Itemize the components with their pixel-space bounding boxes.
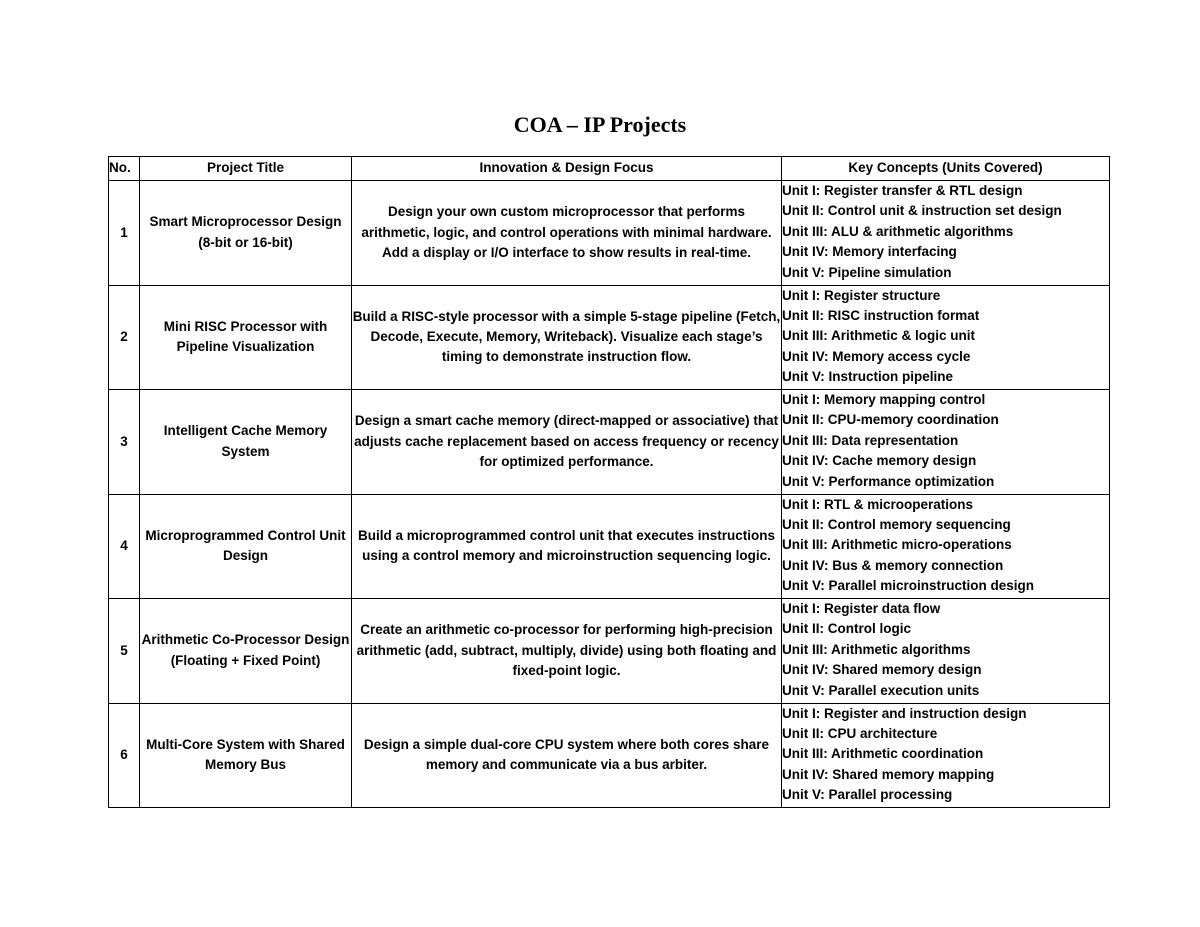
project-title: Microprogrammed Control Unit Design (140, 494, 352, 599)
row-number: 1 (109, 181, 140, 286)
table-row (109, 494, 1110, 599)
project-title: Arithmetic Co-Processor Design (Floating + Fixed Point) (140, 599, 352, 704)
header-no: No. (109, 157, 140, 181)
design-focus: Build a microprogrammed control unit that executes instructions using a control memory and microinstruction sequencing logic. (352, 494, 782, 599)
table-row (109, 703, 1110, 808)
unit-line: Unit I: Memory mapping control (782, 392, 986, 407)
unit-line: Unit II: RISC instruction format (782, 307, 980, 323)
unit-line: Unit V: Parallel microinstruction design (782, 578, 1035, 594)
row-number: 3 (109, 390, 140, 495)
unit-line: Unit I: Register transfer & RTL design (782, 183, 1023, 198)
unit-line: Unit II: CPU architecture (782, 725, 938, 741)
design-focus: Design a smart cache memory (direct-mapped or associative) that adjusts cache replacement based on access frequency or recency for optimized performance. (352, 390, 782, 495)
unit-line: Unit IV: Memory access cycle (782, 348, 971, 364)
unit-line: Unit V: Parallel execution units (782, 682, 980, 698)
table-row (109, 390, 1110, 495)
key-concepts (782, 181, 1110, 286)
design-focus: Build a RISC-style processor with a simple 5-stage pipeline (Fetch, Decode, Execute, Memory, Writeback). Visualize each stage’s timing to demonstrate instruction flow. (352, 285, 782, 390)
unit-line: Unit V: Performance optimization (782, 473, 995, 489)
unit-line: Unit III: Arithmetic algorithms (782, 641, 971, 657)
unit-line: Unit III: ALU & arithmetic algorithms (782, 223, 1014, 239)
unit-line: Unit I: Register data flow (782, 601, 941, 616)
unit-line: Unit III: Data representation (782, 432, 959, 448)
unit-line: Unit IV: Shared memory mapping (782, 766, 995, 782)
unit-line: Unit V: Instruction pipeline (782, 369, 954, 385)
project-title: Multi-Core System with Shared Memory Bus (140, 703, 352, 808)
unit-line: Unit II: Control memory sequencing (782, 516, 1011, 532)
unit-line: Unit III: Arithmetic coordination (782, 746, 984, 762)
table-row (109, 285, 1110, 390)
project-title: Mini RISC Processor with Pipeline Visualization (140, 285, 352, 390)
key-concepts (782, 599, 1110, 704)
unit-line: Unit IV: Bus & memory connection (782, 557, 1004, 573)
header-project-title: Project Title (140, 157, 352, 181)
project-title: Smart Microprocessor Design (8-bit or 16-bit) (140, 181, 352, 286)
projects-table (108, 156, 1110, 808)
design-focus: Design a simple dual-core CPU system where both cores share memory and communicate via a bus arbiter. (352, 703, 782, 808)
row-number: 6 (109, 703, 140, 808)
table-row (109, 181, 1110, 286)
header-key-concepts: Key Concepts (Units Covered) (782, 157, 1110, 181)
project-title: Intelligent Cache Memory System (140, 390, 352, 495)
row-number: 5 (109, 599, 140, 704)
page-title: COA – IP Projects (513, 112, 687, 137)
key-concepts (782, 703, 1110, 808)
key-concepts (782, 285, 1110, 390)
row-number: 2 (109, 285, 140, 390)
unit-line: Unit IV: Cache memory design (782, 453, 977, 469)
key-concepts (782, 390, 1110, 495)
unit-line: Unit I: Register and instruction design (782, 705, 1027, 721)
unit-line: Unit V: Pipeline simulation (782, 264, 952, 280)
unit-line: Unit IV: Memory interfacing (782, 244, 957, 260)
header-design-focus: Innovation & Design Focus (352, 157, 782, 181)
unit-line: Unit II: CPU-memory coordination (782, 412, 999, 428)
unit-line: Unit I: RTL & microoperations (782, 496, 974, 512)
unit-line: Unit V: Parallel processing (782, 787, 953, 803)
design-focus: Create an arithmetic co-processor for performing high-precision arithmetic (add, subtract, multiply, divide) using both floating and fixed-point logic. (352, 599, 782, 704)
row-number: 4 (109, 494, 140, 599)
unit-line: Unit I: Register structure (782, 287, 941, 303)
unit-line: Unit II: Control unit & instruction set design (782, 203, 1062, 219)
unit-line: Unit III: Arithmetic micro-operations (782, 537, 1012, 553)
design-focus: Design your own custom microprocessor that performs arithmetic, logic, and control operations with minimal hardware. Add a display or I/O interface to show results in real-time. (352, 181, 782, 286)
unit-line: Unit IV: Shared memory design (782, 662, 982, 678)
unit-line: Unit III: Arithmetic & logic unit (782, 328, 975, 344)
unit-line: Unit II: Control logic (782, 621, 911, 637)
table-row (109, 599, 1110, 704)
key-concepts (782, 494, 1110, 599)
table-header-row (109, 157, 1110, 181)
